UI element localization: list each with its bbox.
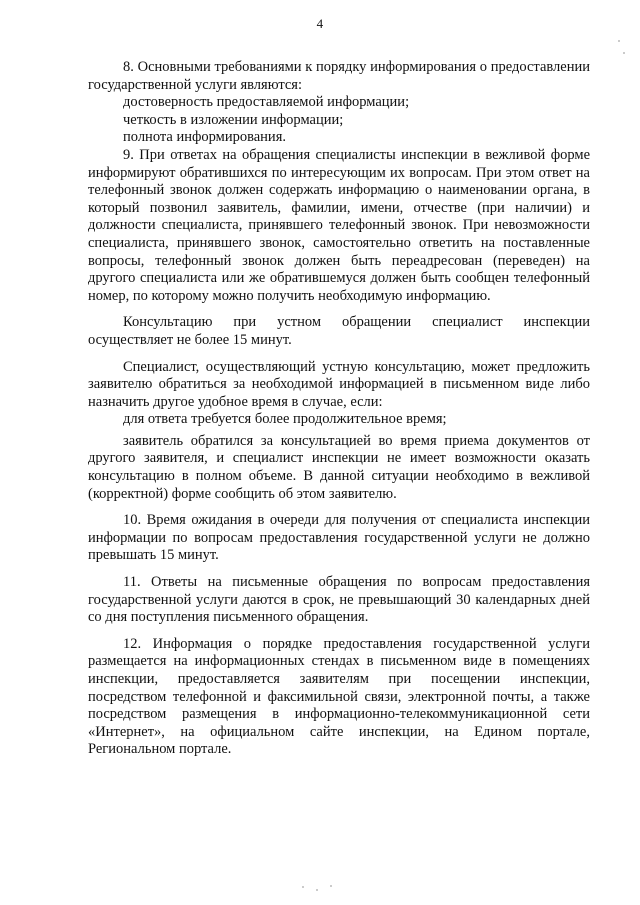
scan-artifact [302,886,304,888]
paragraph-9-condition: заявитель обратился за консультацией во время приема документов от другого заявителя, и специалист инспекции не имеет возможности оказать консультацию в полном объеме. В данной ситуации необходимо в вежливой (корректной) форме сообщить об этом заявителю. [88,432,590,502]
scan-artifact [623,52,625,54]
paragraph-9-consultation-time: Консультацию при устном обращении специалист инспекции осуществляет не более 15 минут. [88,314,590,348]
paragraph-10: 10. Время ожидания в очереди для получения от специалиста инспекции информации по вопросам предоставления государственной услуги не должно превышать 15 минут. [88,512,590,564]
page-number: 4 [316,16,324,31]
scan-artifact [618,40,620,42]
document-body [88,59,590,759]
paragraph-8: 8. Основными требованиями к порядку информирования о предоставлении государственной услуги являются: [88,59,590,93]
scan-artifact [316,889,318,891]
paragraph-12: 12. Информация о порядке предоставления государственной услуги размещается на информационных стендах в письменном виде в помещениях инспекции, предоставляется заявителям при посещении инспекции, посредством телефонной и факсимильной связи, электронной почты, а также посредством размещения в информационно-телекоммуникационной сети «Интернет», на официальном сайте инспекции, на Едином портале, Региональном портале. [88,635,590,758]
scan-artifact [330,885,332,887]
list-item: достоверность предоставляемой информации; [123,94,410,111]
list-item: полнота информирования. [123,129,286,146]
paragraph-11: 11. Ответы на письменные обращения по вопросам предоставления государственной услуги даются в срок, не превышающий 30 календарных дней со дня поступления письменного обращения. [88,574,590,626]
paragraph-9-alternative: Специалист, осуществляющий устную консультацию, может предложить заявителю обратиться за необходимой информацией в письменном виде либо назначить другое удобное время в случае, если: [88,358,590,410]
list-item: для ответа требуется более продолжительное время; [123,411,447,428]
list-item: четкость в изложении информации; [123,111,344,128]
paragraph-9: 9. При ответах на обращения специалисты инспекции в вежливой форме информируют обратившихся по интересующим их вопросам. При этом ответ на телефонный звонок должен содержать информацию о наименовании органа, в который позвонил заявитель, фамилии, имени, отчестве (при наличии) и должности специалиста, принявшего телефонный звонок. При невозможности специалиста, принявшего звонок, самостоятельно ответить на поставленные вопросы, телефонный звонок должен быть переадресован (переведен) на другого специалиста или же обратившемуся должен быть сообщен телефонный номер, по которому можно получить необходимую информацию. [88,146,590,304]
